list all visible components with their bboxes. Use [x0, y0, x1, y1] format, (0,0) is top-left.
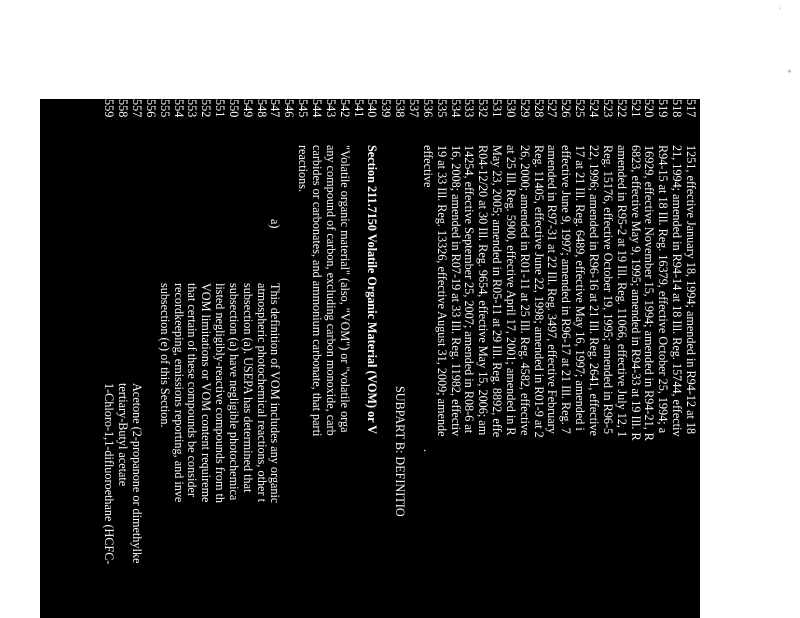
line-number: 549 — [240, 99, 255, 118]
subsection-label: a) — [268, 219, 283, 229]
document-line — [254, 99, 268, 618]
line-text: at 25 Ill. Reg. 5900, effective April 17, 2001; amended in R — [503, 145, 518, 436]
document-line — [503, 99, 517, 618]
line-number: 555 — [157, 99, 172, 118]
line-number: 525 — [573, 99, 588, 118]
document-line — [393, 99, 407, 618]
line-number: 556 — [143, 99, 158, 118]
document-line — [323, 99, 337, 618]
document-line — [296, 99, 310, 618]
line-text: "Volatile organic material" (also, "VOM") or "volatile orga — [337, 145, 352, 433]
document-line — [185, 99, 199, 618]
line-number: 527 — [545, 99, 560, 118]
document-line — [199, 99, 213, 618]
document-line — [310, 99, 324, 618]
scanned-page — [40, 99, 700, 618]
document-line — [226, 99, 240, 618]
line-number: 538 — [393, 99, 408, 118]
line-number: 517 — [684, 99, 698, 118]
line-text: This definition of VOM includes any organic — [268, 283, 283, 504]
line-text: 22, 1996; amended in R96-16 at 21 Ill. Reg. 2641, effective — [587, 145, 602, 436]
document-line — [116, 99, 130, 618]
line-text: reactions. — [296, 145, 311, 193]
line-text: 6823, effective May 9, 1995; amended in R94-33 at 19 Ill. R — [628, 145, 643, 441]
document-line — [628, 99, 642, 618]
line-number: 521 — [628, 99, 643, 118]
scan-speck: * — [787, 68, 792, 78]
line-number: 548 — [254, 99, 269, 118]
document-line — [434, 99, 448, 618]
document-line — [337, 99, 351, 618]
document-line — [600, 99, 614, 618]
document-line — [614, 99, 628, 618]
line-text: any compound of carbon, excluding carbon monoxide, carb — [323, 145, 338, 436]
line-text: VOM limitations or VOM content requireme — [199, 283, 214, 503]
line-text: atmospheric photochemical reactions, other t — [254, 283, 269, 502]
document-line — [365, 99, 379, 618]
line-text: amended in R97-31 at 22 Ill. Reg. 3497, effective February — [545, 145, 560, 434]
line-number: 542 — [337, 99, 352, 118]
document-line — [670, 99, 684, 618]
document-line — [559, 99, 573, 618]
document-line — [171, 99, 185, 618]
line-number: 531 — [490, 99, 505, 118]
line-number: 532 — [476, 99, 491, 118]
section-heading: Section 211.7150 Volatile Organic Material (VOM) or V — [365, 145, 380, 435]
line-text: R94-15 at 18 Ill. Reg. 16379, effective October 25, 1994; a — [656, 145, 671, 434]
document-line — [531, 99, 545, 618]
line-number: 537 — [407, 99, 421, 118]
line-text: subsection (e) of this Section. — [157, 283, 172, 428]
document-line — [407, 99, 421, 618]
document-line — [282, 99, 296, 618]
document-line — [448, 99, 462, 618]
line-number: 520 — [642, 99, 657, 118]
line-text: May 23, 2005; amended in R05-11 at 29 Ill. Reg. 8892, effe — [490, 145, 505, 438]
document-line — [268, 99, 282, 618]
document-line — [656, 99, 670, 618]
document-line — [476, 99, 490, 618]
line-number: 552 — [199, 99, 214, 118]
document-line — [684, 99, 698, 618]
document-line — [157, 99, 171, 618]
line-number: 546 — [282, 99, 297, 118]
line-text: Acetone (2-propanone or dimethylke — [130, 383, 144, 564]
line-text: 16929, effective November 15, 1994; amended in R94-21, R — [642, 145, 657, 441]
line-number: 526 — [559, 99, 574, 118]
line-number: 528 — [531, 99, 546, 118]
document-line — [213, 99, 227, 618]
document-line — [240, 99, 254, 618]
line-text: 19 at 33 Ill. Reg. 13326, effective August 31, 2009; amende — [434, 145, 449, 437]
line-number: 550 — [226, 99, 241, 118]
line-text: effective — [420, 145, 435, 188]
line-number: 519 — [656, 99, 671, 118]
line-number: 557 — [130, 99, 144, 118]
line-number: 543 — [323, 99, 338, 118]
line-text: tertiary-Butyl acetate — [116, 383, 131, 487]
document-line — [490, 99, 504, 618]
line-text: subsection (a) have negligible photochemica — [226, 283, 241, 501]
document-line — [573, 99, 587, 618]
document-line — [379, 99, 393, 618]
line-number: 559 — [102, 99, 117, 118]
line-number: 529 — [517, 99, 532, 118]
line-text: carbides or carbonates, and ammonium carbonate, that parti — [310, 145, 325, 437]
document-line — [351, 99, 365, 618]
line-number: 534 — [448, 99, 463, 118]
document-line — [420, 99, 434, 618]
line-text: 21, 1994; amended in R94-14 at 18 Ill. Reg. 15744, effectiv — [670, 145, 685, 437]
line-text: 14254, effective September 25, 2007; amended in R08-6 at — [462, 145, 477, 434]
line-number: 554 — [171, 99, 186, 118]
document-line — [143, 99, 157, 618]
document-line — [462, 99, 476, 618]
line-number: 545 — [296, 99, 311, 118]
line-number: 533 — [462, 99, 477, 118]
line-text: Reg. 15176, effective October 19, 1995; amended in R96-5 — [600, 145, 615, 435]
line-number: 518 — [670, 99, 685, 118]
rotated-page-content — [40, 99, 700, 618]
line-number: 535 — [434, 99, 449, 118]
document-line — [642, 99, 656, 618]
line-text: recordkeeping, emissions reporting, and inve — [171, 283, 186, 503]
line-number: 530 — [503, 99, 518, 118]
line-text: R04-12/20 at 30 Ill. Reg. 9654, effective May 15, 2006; am — [476, 145, 491, 436]
document-line — [130, 99, 144, 618]
document-line — [517, 99, 531, 618]
line-number: 547 — [268, 99, 283, 118]
line-text: Reg. 11405, effective June 22, 1998; amended in R01-9 at 2 — [531, 145, 546, 438]
line-text: subsection (a). USEPA has determined that — [240, 283, 255, 493]
line-number: 522 — [614, 99, 629, 118]
line-text: effective June 9, 1997; amended in R96-17 at 21 Ill. Reg. 7 — [559, 145, 574, 434]
line-number: 523 — [600, 99, 615, 118]
line-text: SUBPART B: DEFINITIO — [393, 386, 408, 517]
line-number: 551 — [213, 99, 228, 118]
line-number: 544 — [310, 99, 325, 118]
line-number: 539 — [379, 99, 394, 118]
line-number: 553 — [185, 99, 200, 118]
line-text: 1-Chloro-1,1-difluoroethane (HCFC- — [102, 383, 117, 565]
line-number: 540 — [365, 99, 380, 118]
line-number: 524 — [587, 99, 602, 118]
effective-date-placeholder: . — [420, 449, 435, 453]
document-line — [545, 99, 559, 618]
line-text: 1251, effective January 18, 1994; amended in R94-12 at 18 — [684, 145, 698, 435]
document-line — [102, 99, 116, 618]
line-text: 16, 2008; amended in R07-19 at 33 Ill. Reg. 11982, effectiv — [448, 145, 463, 437]
line-text: that certain of these compounds be consider — [185, 283, 200, 497]
document-line — [587, 99, 601, 618]
line-text: 17 at 21 Ill. Reg. 6489, effective May 16, 1997; amended i — [573, 145, 588, 431]
line-number: 558 — [116, 99, 131, 118]
scan-speck: ' — [779, 6, 781, 16]
line-text: listed negligibly-reactive compounds from th — [213, 283, 228, 503]
line-text: 26, 2000; amended in R01-11 at 25 Ill. Reg. 4582, effective — [517, 145, 532, 436]
line-text: amended in R95-2 at 19 Ill. Reg. 11066, effective July 12, 1 — [614, 145, 629, 438]
line-number: 536 — [420, 99, 435, 118]
line-number: 541 — [351, 99, 366, 118]
